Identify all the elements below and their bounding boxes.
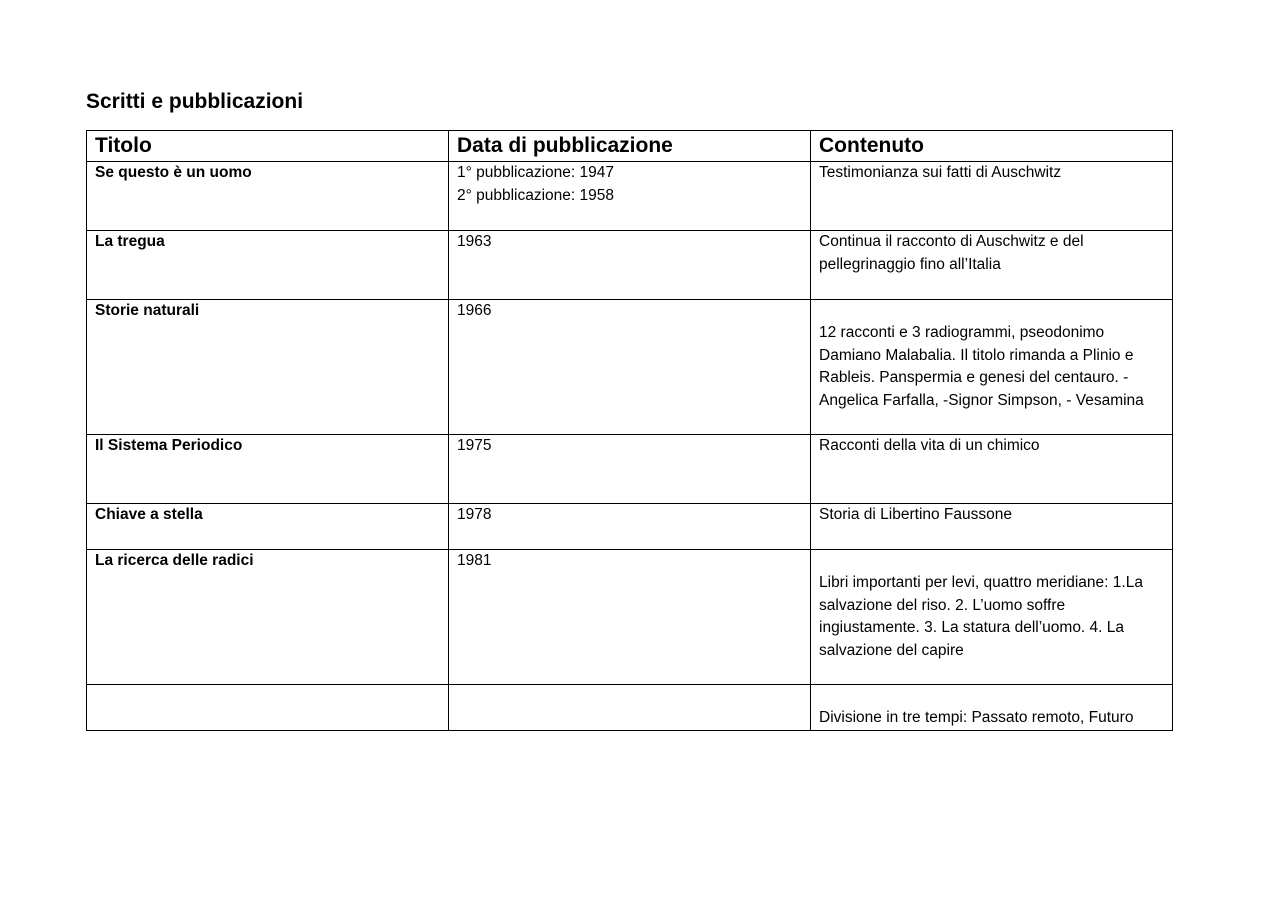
title-cell: Storie naturali (87, 300, 449, 435)
content-cell: Storia di Libertino Faussone (811, 504, 1173, 550)
header-title: Titolo (87, 131, 449, 162)
date-cell (449, 550, 811, 685)
content-cell: Racconti della vita di un chimico (811, 435, 1173, 504)
date-cell (449, 685, 811, 731)
table-row (87, 685, 1173, 731)
content-cell: Continua il racconto di Auschwitz e del pellegrinaggio fino all’Italia (811, 231, 1173, 300)
title-cell: Chiave a stella (87, 504, 449, 550)
date-line: 1981 (457, 552, 492, 569)
header-content: Contenuto (811, 131, 1173, 162)
title-cell: Il Sistema Periodico (87, 435, 449, 504)
table-row (87, 231, 1173, 300)
content-cell (811, 685, 1173, 731)
title-cell: Se questo è un uomo (87, 162, 449, 231)
title-cell: La ricerca delle radici (87, 550, 449, 685)
date-line: 2° pubblicazione: 1958 (457, 186, 615, 204)
date-line: 1975 (457, 437, 492, 454)
content-text: Divisione in tre tempi: Passato remoto, Futuro (819, 709, 1134, 726)
date-cell (449, 231, 811, 300)
table-row (87, 550, 1173, 685)
table-row (87, 504, 1173, 550)
content-cell: 12 racconti e 3 radiogrammi, pseodonimo Damiano Malabalia. Il titolo rimanda a Plinio e Rableis. Panspermia e genesi del centauro. -Angelica Farfalla, -Signor Simpson, - Vesamina (811, 300, 1173, 435)
content-cell: Libri importanti per levi, quattro meridiane: 1.La salvazione del riso. 2. L’uomo soffre ingiustamente. 3. La statura dell’uomo. 4. La salvazione del capire (811, 550, 1173, 685)
date-cell (449, 300, 811, 435)
page-title: Scritti e pubblicazioni (86, 90, 304, 113)
title-cell (87, 685, 449, 731)
date-line: 1963 (457, 233, 492, 250)
table-row (87, 435, 1173, 504)
date-cell (449, 435, 811, 504)
date-line: 1° pubblicazione: 1947 (457, 164, 615, 181)
date-cell (449, 504, 811, 550)
publications-table (86, 130, 1173, 731)
table-row (87, 162, 1173, 231)
date-cell (449, 162, 811, 231)
table-row (87, 300, 1173, 435)
date-line: 1978 (457, 506, 492, 523)
title-cell: La tregua (87, 231, 449, 300)
table-header-row (87, 131, 1173, 162)
content-cell: Testimonianza sui fatti di Auschwitz (811, 162, 1173, 231)
header-date: Data di pubblicazione (449, 131, 811, 162)
date-line: 1966 (457, 302, 492, 319)
